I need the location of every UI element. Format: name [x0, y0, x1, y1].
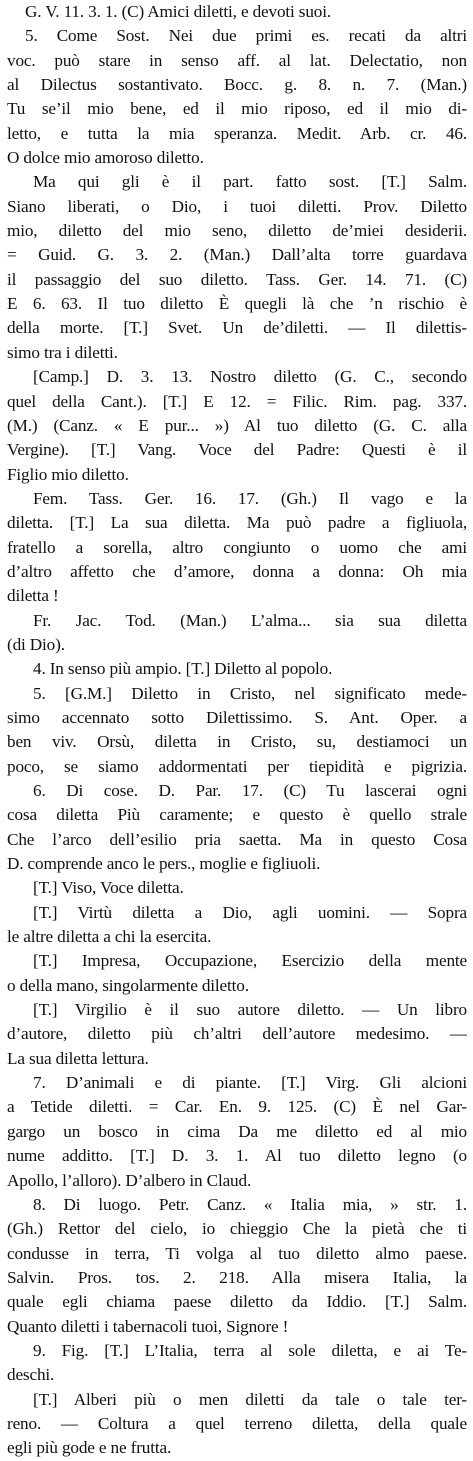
text-line: 5. [G.M.] Diletto in Cristo, nel significato mede- [33, 683, 467, 703]
text-line: nume additto. [T.] D. 3. 1. Al tuo diletto legno (o [7, 1146, 467, 1166]
text-line: mio, diletto del mio seno, diletto de’miei desiderii. [7, 221, 467, 241]
text-line: gargo un bosco in cima Da me diletto ed al mio [7, 1121, 467, 1141]
text-line: [T.] Viso, Voce diletta. [33, 878, 184, 898]
text-line: il passaggio del suo diletto. Tass. Ger. 14. 71. (C) [7, 269, 467, 289]
text-line: E 6. 63. Il tuo diletto È quegli là che ’n rischio è [7, 294, 467, 314]
text-line: La sua diletta lettura. [7, 1048, 149, 1068]
text-line: Vergine). [T.] Vang. Voce del Padre: Questi è il [7, 440, 467, 460]
text-line: fratello a sorella, altro congiunto o uomo che ami [7, 537, 467, 557]
text-line: = Guid. G. 3. 2. (Man.) Dall’alta torre guardava [7, 245, 467, 265]
text-line: quale egli chiama paese diletto da Iddio. [T.] Salm. [7, 1292, 467, 1312]
text-line: voc. può stare in senso aff. al lat. Delectatio, non [7, 50, 467, 70]
text-line: 6. Di cose. D. Par. 17. (C) Tu lascerai ogni [33, 781, 467, 800]
text-line: (di Dio). [7, 634, 65, 654]
text-line: 9. Fig. [T.] L’Italia, terra al sole diletta, e ai Te- [33, 1340, 467, 1360]
text-line: (Gh.) Rettor del cielo, io chieggio Che la pietà che ti [7, 1219, 467, 1239]
text-line: Tu se’il mio bene, ed il mio riposo, ed il mio di- [7, 99, 467, 119]
text-line: O dolce mio amoroso diletto. [7, 148, 204, 168]
text-line: (M.) (Canz. « E pur... ») Al tuo diletto (G. C. alla [7, 415, 467, 435]
text-line: Figlio mio diletto. [7, 464, 129, 484]
text-line: Fr. Jac. Tod. (Man.) L’alma... sia sua diletta [33, 610, 467, 630]
text-line: simo accennato sotto Dilettissimo. S. Ant. Oper. a [7, 707, 467, 727]
text-line: a Tetide diletti. = Car. En. 9. 125. (C) È nel Gar- [7, 1097, 467, 1117]
text-line: reno. — Coltura a quel terreno diletta, della quale [7, 1413, 467, 1433]
text-line: d’altro affetto che d’amore, donna a donna: Oh mia [7, 561, 467, 581]
text-line: deschi. [7, 1365, 55, 1385]
text-line: Apollo, l’alloro). D’albero in Claud. [7, 1170, 252, 1190]
text-line: Fem. Tass. Ger. 16. 17. (Gh.) Il vago e la [33, 488, 467, 508]
text-line: Siano liberati, o Dio, i tuoi diletti. Prov. Diletto [7, 196, 467, 216]
text-line: quel della Cant.). [T.] E 12. = Filic. Rim. pag. 337. [7, 391, 467, 411]
text-line: poco, se siamo addormentati per tiepidità e pigrizia. [7, 756, 467, 776]
text-line: 8. Di luogo. Petr. Canz. « Italia mia, » str. 1. [33, 1194, 467, 1214]
text-line: egli più gode e ne frutta. [7, 1438, 172, 1458]
text-line: 5. Come Sost. Nei due primi es. recati da altri [25, 26, 467, 46]
text-line: [Camp.] D. 3. 13. Nostro diletto (G. C., secondo [33, 367, 467, 387]
text-line: [T.] Virgilio è il suo autore diletto. — Un libro [33, 1000, 467, 1020]
text-line: letto, e tutta la mia speranza. Medit. Arb. cr. 46. [7, 123, 467, 143]
text-line: o della mano, singolarmente diletto. [7, 975, 249, 995]
text-line: Quanto diletti i tabernacoli tuoi, Signore ! [7, 1316, 289, 1336]
text-line: diletta ! [7, 586, 59, 606]
text-line: 7. D’animali e di piante. [T.] Virg. Gli alcioni [33, 1073, 467, 1093]
text-line: 4. In senso più ampio. [T.] Diletto al popolo. [33, 659, 333, 679]
text-line: condusse in terra, Ti volga al tuo diletto almo paese. [7, 1243, 467, 1263]
text-line: [T.] Alberi più o men diletti da tale o tale ter- [33, 1389, 467, 1409]
text-line: Che l’arco dell’esilio pria saetta. Ma in questo Cosa [7, 829, 467, 849]
text-line: cosa diletta Più caramente; e questo è quello strale [7, 805, 467, 825]
text-line: [T.] Impresa, Occupazione, Esercizio della mente [33, 951, 467, 971]
text-line: D. comprende anco le pers., moglie e figliuoli. [7, 854, 321, 874]
text-line: d’autore, diletto più ch’altri dell’autore medesimo. — [7, 1024, 467, 1044]
text-line: [T.] Virtù diletta a Dio, agli uomini. — Sopra [33, 902, 467, 922]
text-line: della morte. [T.] Svet. Un de’diletti. — Il dilettis- [7, 318, 467, 338]
text-line: Salvin. Pros. tos. 2. 218. Alla misera Italia, la [7, 1267, 467, 1287]
text-line: G. V. 11. 3. 1. (C) Amici diletti, e devoti suoi. [25, 2, 331, 21]
text-line: simo tra i diletti. [7, 342, 118, 362]
text-line: diletta. [T.] La sua diletta. Ma può padre a figliuola, [7, 513, 467, 533]
text-line: al Dilectus sostantivato. Bocc. g. 8. n. 7. (Man.) [7, 75, 467, 95]
text-line: Ma qui gli è il part. fatto sost. [T.] Salm. [33, 172, 467, 192]
text-line: ben viv. Orsù, diletta in Cristo, su, destiamoci un [7, 732, 467, 752]
text-line: le altre diletta a chi la esercita. [7, 927, 212, 947]
